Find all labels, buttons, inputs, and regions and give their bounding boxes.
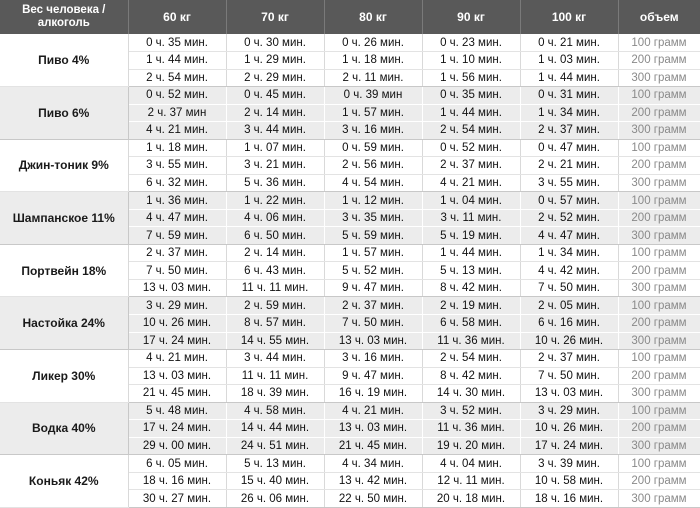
time-cell: 17 ч. 24 мин. — [128, 420, 226, 438]
time-cell: 13 ч. 03 мин. — [520, 385, 618, 403]
time-cell: 9 ч. 47 мин. — [324, 279, 422, 297]
time-cell: 21 ч. 45 мин. — [128, 385, 226, 403]
time-cell: 2 ч. 54 мин. — [128, 69, 226, 87]
time-cell: 22 ч. 50 мин. — [324, 490, 422, 508]
table-row — [0, 34, 700, 52]
time-cell: 0 ч. 30 мин. — [226, 34, 324, 52]
time-cell: 29 ч. 00 мин. — [128, 437, 226, 455]
volume-cell: 300 грамм — [618, 69, 700, 87]
corner-header: Вес человека / алкоголь — [0, 0, 128, 34]
time-cell: 8 ч. 57 мин. — [226, 315, 324, 333]
time-cell: 14 ч. 55 мин. — [226, 332, 324, 350]
volume-cell: 300 грамм — [618, 332, 700, 350]
time-cell: 17 ч. 24 мин. — [520, 437, 618, 455]
time-cell: 1 ч. 44 мин. — [520, 69, 618, 87]
time-cell: 4 ч. 54 мин. — [324, 174, 422, 192]
drink-label: Ликер 30% — [0, 350, 128, 403]
volume-cell: 200 грамм — [618, 157, 700, 175]
time-cell: 10 ч. 26 мин. — [128, 315, 226, 333]
time-cell: 4 ч. 21 мин. — [128, 350, 226, 368]
column-header-volume: объем — [618, 0, 700, 34]
time-cell: 4 ч. 42 мин. — [520, 262, 618, 280]
time-cell: 0 ч. 59 мин. — [324, 139, 422, 157]
volume-cell: 100 грамм — [618, 350, 700, 368]
time-cell: 1 ч. 10 мин. — [422, 52, 520, 70]
time-cell: 3 ч. 55 мин. — [128, 157, 226, 175]
volume-cell: 100 грамм — [618, 297, 700, 315]
time-cell: 6 ч. 58 мин. — [422, 315, 520, 333]
volume-cell: 200 грамм — [618, 262, 700, 280]
drink-label: Портвейн 18% — [0, 244, 128, 297]
table-header — [0, 0, 700, 34]
time-cell: 0 ч. 23 мин. — [422, 34, 520, 52]
table-row — [0, 402, 700, 420]
drink-label: Коньяк 42% — [0, 455, 128, 508]
time-cell: 2 ч. 14 мин. — [226, 104, 324, 122]
time-cell: 6 ч. 16 мин. — [520, 315, 618, 333]
volume-cell: 100 грамм — [618, 402, 700, 420]
time-cell: 4 ч. 21 мин. — [422, 174, 520, 192]
volume-cell: 100 грамм — [618, 34, 700, 52]
time-cell: 2 ч. 37 мин. — [520, 350, 618, 368]
volume-cell: 200 грамм — [618, 420, 700, 438]
time-cell: 13 ч. 03 мин. — [324, 420, 422, 438]
volume-cell: 200 грамм — [618, 209, 700, 227]
time-cell: 7 ч. 50 мин. — [520, 279, 618, 297]
time-cell: 5 ч. 13 мин. — [226, 455, 324, 473]
time-cell: 1 ч. 22 мин. — [226, 192, 324, 210]
time-cell: 2 ч. 14 мин. — [226, 244, 324, 262]
table-row — [0, 455, 700, 473]
time-cell: 15 ч. 40 мин. — [226, 472, 324, 490]
time-cell: 18 ч. 16 мин. — [128, 472, 226, 490]
time-cell: 1 ч. 57 мин. — [324, 244, 422, 262]
time-cell: 1 ч. 36 мин. — [128, 192, 226, 210]
drink-label: Шампанское 11% — [0, 192, 128, 245]
time-cell: 18 ч. 16 мин. — [520, 490, 618, 508]
time-cell: 4 ч. 21 мин. — [324, 402, 422, 420]
table-row — [0, 192, 700, 210]
column-header-60kg: 60 кг — [128, 0, 226, 34]
volume-cell: 200 грамм — [618, 472, 700, 490]
time-cell: 1 ч. 34 мин. — [520, 244, 618, 262]
table-row — [0, 350, 700, 368]
time-cell: 9 ч. 47 мин. — [324, 367, 422, 385]
time-cell: 2 ч. 37 мин. — [128, 244, 226, 262]
time-cell: 3 ч. 44 мин. — [226, 122, 324, 140]
drink-label: Настойка 24% — [0, 297, 128, 350]
time-cell: 3 ч. 44 мин. — [226, 350, 324, 368]
column-header-100kg: 100 кг — [520, 0, 618, 34]
time-cell: 12 ч. 11 мин. — [422, 472, 520, 490]
time-cell: 10 ч. 26 мин. — [520, 332, 618, 350]
column-header-90kg: 90 кг — [422, 0, 520, 34]
column-header-70kg: 70 кг — [226, 0, 324, 34]
time-cell: 1 ч. 03 мин. — [520, 52, 618, 70]
time-cell: 13 ч. 42 мин. — [324, 472, 422, 490]
time-cell: 3 ч. 16 мин. — [324, 122, 422, 140]
time-cell: 0 ч. 39 мин — [324, 87, 422, 105]
time-cell: 0 ч. 45 мин. — [226, 87, 324, 105]
volume-cell: 300 грамм — [618, 122, 700, 140]
time-cell: 0 ч. 57 мин. — [520, 192, 618, 210]
time-cell: 0 ч. 52 мин. — [422, 139, 520, 157]
time-cell: 5 ч. 36 мин. — [226, 174, 324, 192]
time-cell: 3 ч. 35 мин. — [324, 209, 422, 227]
time-cell: 7 ч. 50 мин. — [324, 315, 422, 333]
volume-cell: 300 грамм — [618, 227, 700, 245]
volume-cell: 200 грамм — [618, 52, 700, 70]
time-cell: 1 ч. 07 мин. — [226, 139, 324, 157]
volume-cell: 100 грамм — [618, 87, 700, 105]
time-cell: 7 ч. 50 мин. — [128, 262, 226, 280]
time-cell: 14 ч. 44 мин. — [226, 420, 324, 438]
time-cell: 2 ч. 11 мин. — [324, 69, 422, 87]
time-cell: 4 ч. 21 мин. — [128, 122, 226, 140]
table-row — [0, 139, 700, 157]
time-cell: 4 ч. 06 мин. — [226, 209, 324, 227]
volume-cell: 100 грамм — [618, 139, 700, 157]
volume-cell: 200 грамм — [618, 104, 700, 122]
time-cell: 2 ч. 37 мин. — [422, 157, 520, 175]
time-cell: 6 ч. 50 мин. — [226, 227, 324, 245]
time-cell: 1 ч. 18 мин. — [324, 52, 422, 70]
time-cell: 13 ч. 03 мин. — [128, 279, 226, 297]
time-cell: 0 ч. 35 мин. — [422, 87, 520, 105]
time-cell: 16 ч. 19 мин. — [324, 385, 422, 403]
time-cell: 2 ч. 19 мин. — [422, 297, 520, 315]
time-cell: 3 ч. 29 мин. — [520, 402, 618, 420]
time-cell: 3 ч. 16 мин. — [324, 350, 422, 368]
time-cell: 2 ч. 37 мин — [128, 104, 226, 122]
time-cell: 4 ч. 47 мин. — [128, 209, 226, 227]
table-row — [0, 244, 700, 262]
time-cell: 13 ч. 03 мин. — [128, 367, 226, 385]
time-cell: 7 ч. 59 мин. — [128, 227, 226, 245]
volume-cell: 300 грамм — [618, 385, 700, 403]
time-cell: 13 ч. 03 мин. — [324, 332, 422, 350]
time-cell: 30 ч. 27 мин. — [128, 490, 226, 508]
time-cell: 11 ч. 36 мин. — [422, 420, 520, 438]
time-cell: 1 ч. 12 мин. — [324, 192, 422, 210]
time-cell: 2 ч. 05 мин. — [520, 297, 618, 315]
time-cell: 2 ч. 56 мин. — [324, 157, 422, 175]
time-cell: 0 ч. 31 мин. — [520, 87, 618, 105]
volume-cell: 200 грамм — [618, 367, 700, 385]
time-cell: 1 ч. 44 мин. — [422, 244, 520, 262]
time-cell: 6 ч. 05 мин. — [128, 455, 226, 473]
time-cell: 2 ч. 29 мин. — [226, 69, 324, 87]
time-cell: 5 ч. 48 мин. — [128, 402, 226, 420]
time-cell: 2 ч. 54 мин. — [422, 122, 520, 140]
drink-label: Пиво 4% — [0, 34, 128, 87]
time-cell: 0 ч. 47 мин. — [520, 139, 618, 157]
time-cell: 1 ч. 44 мин. — [422, 104, 520, 122]
time-cell: 11 ч. 36 мин. — [422, 332, 520, 350]
time-cell: 17 ч. 24 мин. — [128, 332, 226, 350]
volume-cell: 100 грамм — [618, 455, 700, 473]
time-cell: 2 ч. 37 мин. — [324, 297, 422, 315]
time-cell: 20 ч. 18 мин. — [422, 490, 520, 508]
time-cell: 2 ч. 54 мин. — [422, 350, 520, 368]
table-row — [0, 297, 700, 315]
time-cell: 6 ч. 32 мин. — [128, 174, 226, 192]
time-cell: 26 ч. 06 мин. — [226, 490, 324, 508]
time-cell: 3 ч. 52 мин. — [422, 402, 520, 420]
volume-cell: 100 грамм — [618, 244, 700, 262]
time-cell: 3 ч. 29 мин. — [128, 297, 226, 315]
time-cell: 6 ч. 43 мин. — [226, 262, 324, 280]
time-cell: 7 ч. 50 мин. — [520, 367, 618, 385]
drink-label: Джин-тоник 9% — [0, 139, 128, 192]
time-cell: 11 ч. 11 мин. — [226, 367, 324, 385]
time-cell: 8 ч. 42 мин. — [422, 367, 520, 385]
time-cell: 10 ч. 26 мин. — [520, 420, 618, 438]
time-cell: 11 ч. 11 мин. — [226, 279, 324, 297]
header-row — [0, 0, 700, 34]
time-cell: 0 ч. 52 мин. — [128, 87, 226, 105]
time-cell: 5 ч. 52 мин. — [324, 262, 422, 280]
time-cell: 1 ч. 56 мин. — [422, 69, 520, 87]
drink-label: Пиво 6% — [0, 87, 128, 140]
table-body — [0, 34, 700, 508]
time-cell: 4 ч. 58 мин. — [226, 402, 324, 420]
time-cell: 5 ч. 19 мин. — [422, 227, 520, 245]
time-cell: 5 ч. 59 мин. — [324, 227, 422, 245]
time-cell: 1 ч. 44 мин. — [128, 52, 226, 70]
volume-cell: 100 грамм — [618, 192, 700, 210]
time-cell: 5 ч. 13 мин. — [422, 262, 520, 280]
time-cell: 0 ч. 21 мин. — [520, 34, 618, 52]
time-cell: 3 ч. 55 мин. — [520, 174, 618, 192]
time-cell: 21 ч. 45 мин. — [324, 437, 422, 455]
time-cell: 3 ч. 11 мин. — [422, 209, 520, 227]
column-header-80kg: 80 кг — [324, 0, 422, 34]
time-cell: 2 ч. 37 мин. — [520, 122, 618, 140]
time-cell: 4 ч. 04 мин. — [422, 455, 520, 473]
time-cell: 1 ч. 57 мин. — [324, 104, 422, 122]
drink-label: Водка 40% — [0, 402, 128, 455]
time-cell: 14 ч. 30 мин. — [422, 385, 520, 403]
time-cell: 0 ч. 26 мин. — [324, 34, 422, 52]
time-cell: 4 ч. 34 мин. — [324, 455, 422, 473]
time-cell: 1 ч. 29 мин. — [226, 52, 324, 70]
time-cell: 10 ч. 58 мин. — [520, 472, 618, 490]
time-cell: 1 ч. 34 мин. — [520, 104, 618, 122]
volume-cell: 300 грамм — [618, 279, 700, 297]
time-cell: 19 ч. 20 мин. — [422, 437, 520, 455]
time-cell: 3 ч. 39 мин. — [520, 455, 618, 473]
volume-cell: 300 грамм — [618, 490, 700, 508]
time-cell: 1 ч. 04 мин. — [422, 192, 520, 210]
time-cell: 18 ч. 39 мин. — [226, 385, 324, 403]
volume-cell: 200 грамм — [618, 315, 700, 333]
time-cell: 4 ч. 47 мин. — [520, 227, 618, 245]
time-cell: 2 ч. 21 мин. — [520, 157, 618, 175]
time-cell: 3 ч. 21 мин. — [226, 157, 324, 175]
time-cell: 2 ч. 52 мин. — [520, 209, 618, 227]
time-cell: 0 ч. 35 мин. — [128, 34, 226, 52]
time-cell: 1 ч. 18 мин. — [128, 139, 226, 157]
volume-cell: 300 грамм — [618, 437, 700, 455]
time-cell: 2 ч. 59 мин. — [226, 297, 324, 315]
volume-cell: 300 грамм — [618, 174, 700, 192]
table-row — [0, 87, 700, 105]
time-cell: 24 ч. 51 мин. — [226, 437, 324, 455]
time-cell: 8 ч. 42 мин. — [422, 279, 520, 297]
